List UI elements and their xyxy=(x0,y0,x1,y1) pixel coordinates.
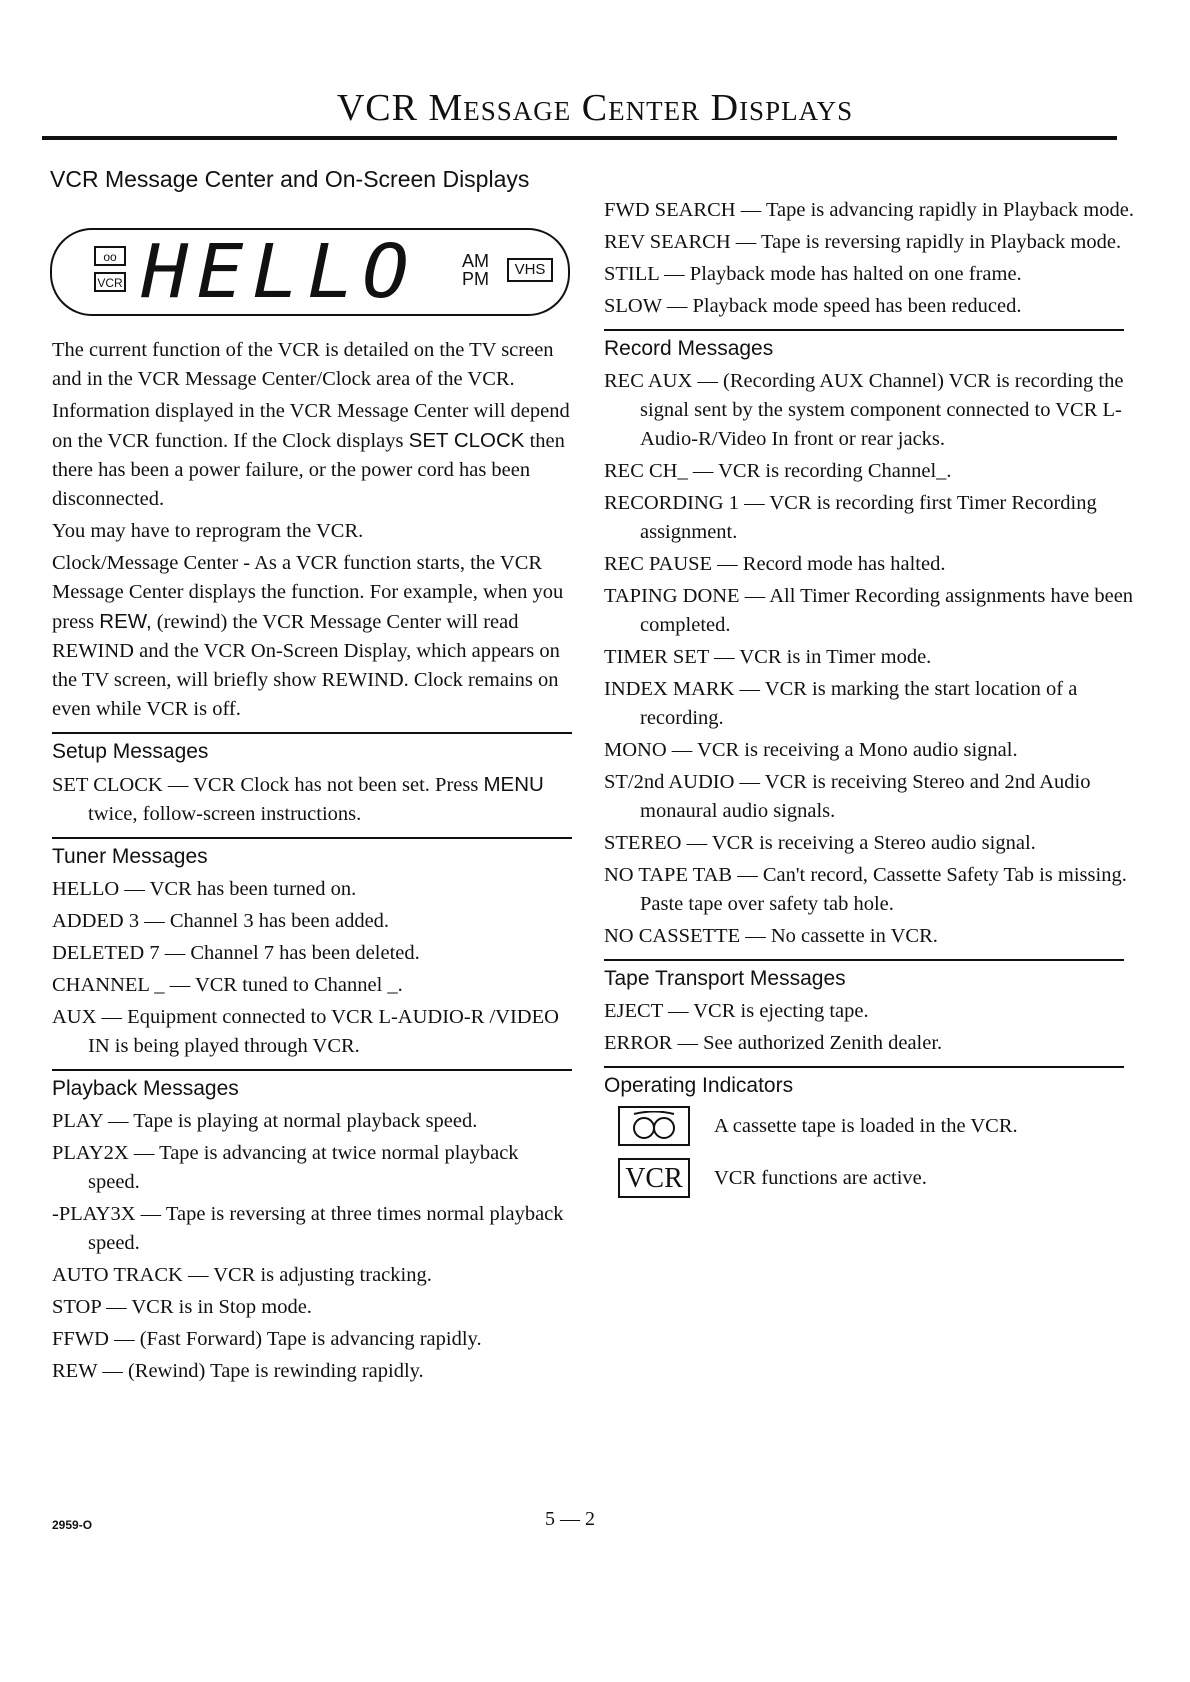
message-desc: — Tape is playing at normal playback speed. xyxy=(102,1110,478,1132)
vcr-indicator-desc: VCR functions are active. xyxy=(714,1166,927,1189)
message-entry xyxy=(604,489,1144,547)
message-entry xyxy=(604,457,1144,486)
message-term: REC PAUSE xyxy=(604,553,713,575)
tape-transport-heading: Tape Transport Messages xyxy=(604,959,1124,993)
message-entry xyxy=(52,971,572,1000)
message-entry xyxy=(604,736,1144,765)
vcr-icon: VCR xyxy=(618,1158,690,1198)
message-entry xyxy=(52,1325,572,1354)
message-entry xyxy=(604,196,1144,225)
am-pm-indicator xyxy=(462,252,489,288)
message-entry xyxy=(604,675,1144,733)
message-desc: — VCR is recording first Timer Recording assignment. xyxy=(640,492,1097,543)
message-desc: — VCR is adjusting tracking. xyxy=(182,1264,432,1286)
right-column xyxy=(604,196,1144,1210)
tuner-list xyxy=(52,875,572,1061)
message-desc: — VCR is marking the start location of a recording. xyxy=(640,678,1078,729)
message-desc: — VCR Clock has not been set. Press xyxy=(162,774,484,796)
message-term: ERROR xyxy=(604,1032,673,1054)
message-term: SET CLOCK xyxy=(52,774,163,796)
message-term: DELETED 7 xyxy=(52,942,160,964)
intro-paragraph-2 xyxy=(52,397,572,514)
message-term: AUTO TRACK xyxy=(52,1264,183,1286)
cassette-icon xyxy=(618,1106,690,1146)
intro-paragraph-3: You may have to reprogram the VCR. xyxy=(52,520,364,542)
intro-text: (rewind) the VCR Message Center will read REWIND and the VCR On-Screen Display, which appears on the TV screen, will briefly show REWIND. Clock remains on even while VCR is off. xyxy=(52,611,560,720)
message-term: STEREO xyxy=(604,832,682,854)
pm-label: PM xyxy=(462,269,489,289)
message-desc: — Can't record, Cassette Safety Tab is missing. Paste tape over safety tab hole. xyxy=(640,864,1127,915)
message-term: SLOW xyxy=(604,295,662,317)
tuner-messages-heading: Tuner Messages xyxy=(52,837,572,871)
message-entry xyxy=(604,292,1144,321)
message-term: RECORDING 1 xyxy=(604,492,739,514)
record-list xyxy=(604,367,1144,951)
cassette-icon: oo xyxy=(94,246,126,266)
message-term: REC AUX xyxy=(604,370,693,392)
playback-messages-heading: Playback Messages xyxy=(52,1069,572,1103)
message-entry xyxy=(604,861,1144,919)
message-entry xyxy=(52,1139,572,1197)
message-desc: — Record mode has halted. xyxy=(712,553,946,575)
message-entry xyxy=(604,582,1144,640)
message-entry xyxy=(52,907,572,936)
message-desc: — (Rewind) Tape is rewinding rapidly. xyxy=(97,1360,424,1382)
message-desc: — Tape is advancing at twice normal playback speed. xyxy=(88,1142,519,1193)
vcr-display-panel xyxy=(50,228,570,316)
message-entry xyxy=(604,643,1144,672)
message-entry xyxy=(52,1107,572,1136)
title-rule xyxy=(42,136,1117,140)
message-entry xyxy=(604,997,1144,1026)
menu-key: MENU xyxy=(483,773,544,796)
intro-text: Clock/Message Center - As a VCR function starts, the VCR Message Center displays the function. For example, when you press xyxy=(52,552,564,633)
message-term: ADDED 3 xyxy=(52,910,140,932)
message-entry xyxy=(604,260,1144,289)
message-term: STILL xyxy=(604,263,660,285)
message-desc: — (Fast Forward) Tape is advancing rapidly. xyxy=(108,1328,482,1350)
message-term: ST/2nd AUDIO xyxy=(604,771,735,793)
page-number: 5 — 2 xyxy=(545,1508,595,1530)
message-desc: — (Recording AUX Channel) VCR is recording the signal sent by the system component connected to VCR L-Audio-R/Video In front or rear jacks. xyxy=(640,370,1124,450)
message-term: STOP xyxy=(52,1296,101,1318)
cassette-indicator xyxy=(618,1106,1144,1146)
vcr-indicator xyxy=(618,1158,1144,1198)
intro-paragraph-1: The current function of the VCR is detailed on the TV screen and in the VCR Message Center/Clock area of the VCR. xyxy=(52,339,554,390)
message-term: TIMER SET xyxy=(604,646,709,668)
message-term: FFWD xyxy=(52,1328,109,1350)
page-title: VCR Message Center Displays xyxy=(336,87,854,129)
message-entry xyxy=(604,1029,1144,1058)
message-desc: — All Timer Recording assignments have been completed. xyxy=(640,585,1134,636)
message-term: MONO xyxy=(604,739,667,761)
message-desc: twice, follow-screen instructions. xyxy=(88,803,362,825)
message-term: REC CH_ xyxy=(604,460,688,482)
message-term: NO TAPE TAB xyxy=(604,864,733,886)
message-term: REV SEARCH xyxy=(604,231,731,253)
message-desc: — Tape is reversing at three times normal playback speed. xyxy=(88,1203,564,1254)
message-desc: — Channel 3 has been added. xyxy=(139,910,390,932)
section-heading: VCR Message Center and On-Screen Displays xyxy=(50,166,530,192)
message-desc: — See authorized Zenith dealer. xyxy=(672,1032,943,1054)
message-entry xyxy=(52,1003,572,1061)
message-entry xyxy=(52,770,572,829)
message-term: CHANNEL _ xyxy=(52,974,165,996)
message-desc: — Tape is reversing rapidly in Playback mode. xyxy=(730,231,1122,253)
playback-list xyxy=(52,1107,572,1386)
vhs-badge: VHS xyxy=(507,258,553,282)
message-entry xyxy=(52,875,572,904)
message-desc: — VCR is receiving a Mono audio signal. xyxy=(666,739,1018,761)
message-desc: — VCR is ejecting tape. xyxy=(662,1000,869,1022)
intro-text: then there has been a power failure, or the power cord has been disconnected. xyxy=(52,430,565,510)
message-entry xyxy=(604,550,1144,579)
operating-indicators-heading: Operating Indicators xyxy=(604,1066,1124,1100)
message-entry xyxy=(604,922,1144,951)
setup-messages-heading: Setup Messages xyxy=(52,732,572,766)
message-desc: — VCR is in Timer mode. xyxy=(708,646,932,668)
message-entry xyxy=(604,228,1144,257)
message-desc: — VCR is recording Channel_. xyxy=(687,460,952,482)
intro-text: Information displayed in the VCR Message Center will depend on the VCR function. If the Clock displays xyxy=(52,400,570,452)
message-term: REW xyxy=(52,1360,98,1382)
lcd-readout: HELLO xyxy=(141,229,418,315)
message-term: PLAY xyxy=(52,1110,103,1132)
message-desc: — Playback mode has halted on one frame. xyxy=(659,263,1022,285)
message-entry xyxy=(604,768,1144,826)
message-desc: — Equipment connected to VCR L-AUDIO-R /VIDEO IN is being played through VCR. xyxy=(88,1006,559,1057)
message-entry xyxy=(52,1357,572,1386)
message-desc: — VCR has been turned on. xyxy=(119,878,357,900)
vcr-icon: VCR xyxy=(94,272,126,292)
set-clock-key: SET CLOCK xyxy=(408,429,525,452)
message-term: HELLO xyxy=(52,878,120,900)
am-label: AM xyxy=(462,251,489,271)
playback-cont-list xyxy=(604,196,1144,321)
message-term: INDEX MARK xyxy=(604,678,735,700)
message-entry xyxy=(52,939,572,968)
message-desc: — VCR tuned to Channel _. xyxy=(164,974,403,996)
message-desc: — Playback mode speed has been reduced. xyxy=(661,295,1022,317)
message-term: FWD SEARCH xyxy=(604,199,736,221)
message-desc: — VCR is receiving a Stereo audio signal. xyxy=(681,832,1036,854)
cassette-indicator-desc: A cassette tape is loaded in the VCR. xyxy=(714,1114,1018,1137)
message-entry xyxy=(604,829,1144,858)
record-messages-heading: Record Messages xyxy=(604,329,1124,363)
footer-code: 2959-O xyxy=(52,1518,93,1532)
message-term: TAPING DONE xyxy=(604,585,740,607)
message-desc: — VCR is in Stop mode. xyxy=(101,1296,312,1318)
message-entry xyxy=(52,1200,572,1258)
transport-list xyxy=(604,997,1144,1058)
message-entry xyxy=(52,1293,572,1322)
message-term: PLAY2X xyxy=(52,1142,129,1164)
message-term: -PLAY3X xyxy=(52,1203,136,1225)
message-desc: — VCR is receiving Stereo and 2nd Audio monaural audio signals. xyxy=(640,771,1091,822)
rew-key: REW, xyxy=(99,610,152,633)
message-entry xyxy=(52,1261,572,1290)
message-term: NO CASSETTE xyxy=(604,925,741,947)
message-term: AUX xyxy=(52,1006,97,1028)
message-desc: — Channel 7 has been deleted. xyxy=(159,942,420,964)
message-entry xyxy=(604,367,1144,454)
message-desc: — No cassette in VCR. xyxy=(740,925,938,947)
intro-paragraph-4 xyxy=(52,549,572,724)
left-column xyxy=(52,336,572,1389)
message-term: EJECT xyxy=(604,1000,663,1022)
message-desc: — Tape is advancing rapidly in Playback mode. xyxy=(735,199,1134,221)
